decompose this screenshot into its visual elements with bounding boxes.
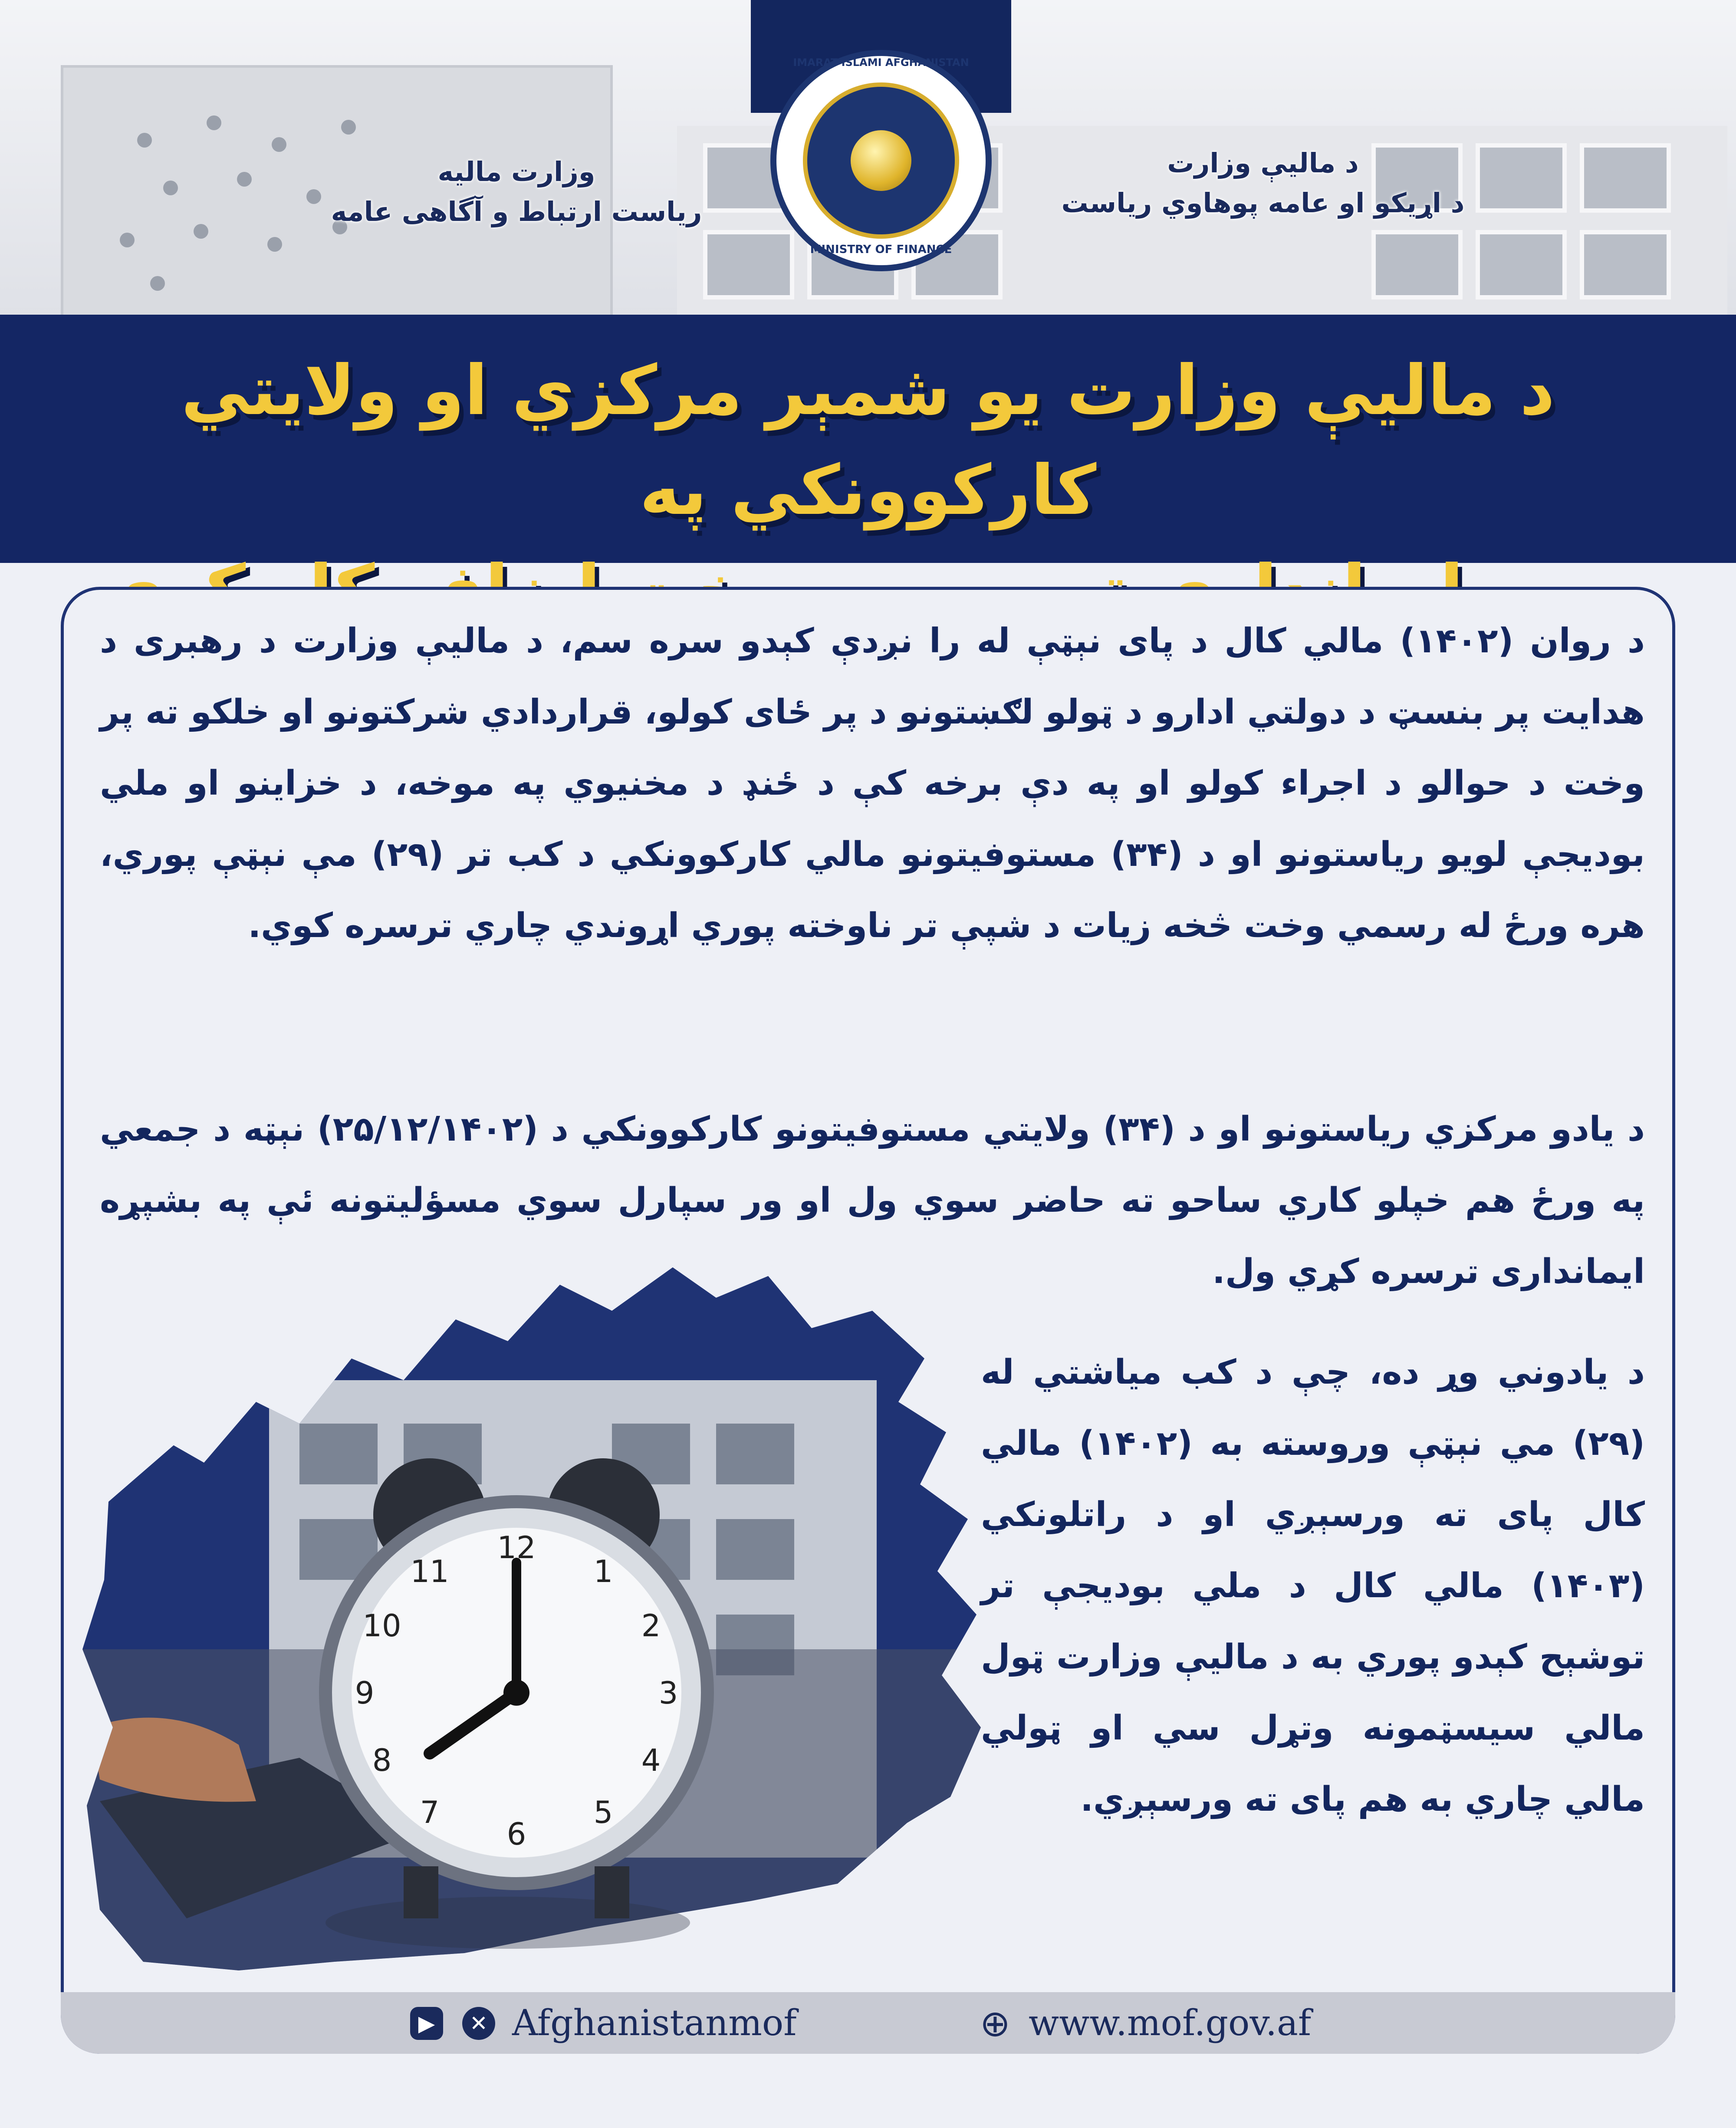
svg-text:9: 9 xyxy=(355,1675,375,1711)
body-paragraph-2: د يادو مرکزي رياستونو او د (۳۴) ولايتي مستوفيتونو کارکوونکي د (۲۵/۱۲/۱۴۰۲) نېټه د جمعي په ورځ هم خپلو کاري ساحو ته حاضر سوي ول او ور سپارل سوي مسؤليتونه ئې په بشپړه ايمانداری ترسره کړي ول. xyxy=(100,1110,1645,1291)
header-right-line-2: د اړیکو او عامه پوهاوي ریاست xyxy=(1061,187,1465,219)
logo-top-text: IMARAT ISLAMI AFGHANISTAN xyxy=(793,56,969,69)
header-left-line-2: ریاست ارتباط و آگاهی عامه xyxy=(331,196,702,227)
illustration xyxy=(74,1259,1055,1996)
svg-text:2: 2 xyxy=(641,1608,661,1644)
title-line-1: د ماليې وزارت يو شمېر مرکزي او ولايتي کارکوونکي په xyxy=(181,351,1555,530)
svg-text:6: 6 xyxy=(506,1816,526,1852)
svg-text:11: 11 xyxy=(410,1554,449,1589)
svg-text:3: 3 xyxy=(658,1675,678,1711)
footer-bar xyxy=(61,1992,1675,2054)
header-left-text xyxy=(312,152,720,232)
body-paragraph-1: د روان (۱۴۰۲) مالي کال د پای نېټې له را نږدې کېدو سره سم، د ماليې وزارت د رهبری د هدايت پر بنسټ د دولتي ادارو د ټولو لګښتونو د پر ځای کولو، قراردادي شرکتونو او خلکو ته پر وخت د حوالو د اجراء کولو او په دې برخه کې د ځنډ د مخنيوي په موخه، د خزاينو او ملي بوديجې لويو رياستونو او د (۳۴) مستوفيتونو مالي کارکوونکي د کب تر (۲۹) مې نېټې پوري، هره ورځ له رسمي وخت څخه زيات د شپې تر ناوخته پوري اړوندي چاري ترسره کوي. xyxy=(100,622,1645,945)
website-link[interactable]: www.mof.gov.af xyxy=(1029,2003,1312,2044)
social-handle[interactable]: Afghanistanmof xyxy=(512,2003,797,2044)
body-paragraph-3: د يادوني وړ ده، چې د کب مياشتي له (۲۹) مي نېټې وروسته به (۱۴۰۲) مالي کال پای ته ورسېږي او د راتلونکي (۱۴۰۳) مالي کال د ملي بوديجې تر توشېح کېدو پوري به د ماليې وزارت ټول مالي سيسټمونه وتړل سي او ټولي مالي چاري به هم پای ته ورسېږي. xyxy=(981,1353,1645,1819)
svg-text:7: 7 xyxy=(420,1795,440,1830)
svg-text:12: 12 xyxy=(497,1530,536,1566)
x-icon[interactable]: ✕ xyxy=(462,2007,495,2040)
svg-text:10: 10 xyxy=(362,1608,401,1644)
svg-text:8: 8 xyxy=(372,1743,392,1778)
globe-icon: ⊕ xyxy=(980,2002,1011,2045)
svg-text:5: 5 xyxy=(593,1795,613,1830)
logo-bottom-text: MINISTRY OF FINANCE xyxy=(810,243,952,256)
coin-icon xyxy=(851,130,911,191)
svg-text:4: 4 xyxy=(641,1743,661,1778)
svg-text:1: 1 xyxy=(593,1554,613,1589)
youtube-icon[interactable]: ▶ xyxy=(410,2007,443,2040)
header-left-line-1: وزارت مالیه xyxy=(437,156,595,187)
header-right-line-1: د مالیې وزارت xyxy=(1167,147,1359,179)
header-right-text xyxy=(1016,143,1510,223)
